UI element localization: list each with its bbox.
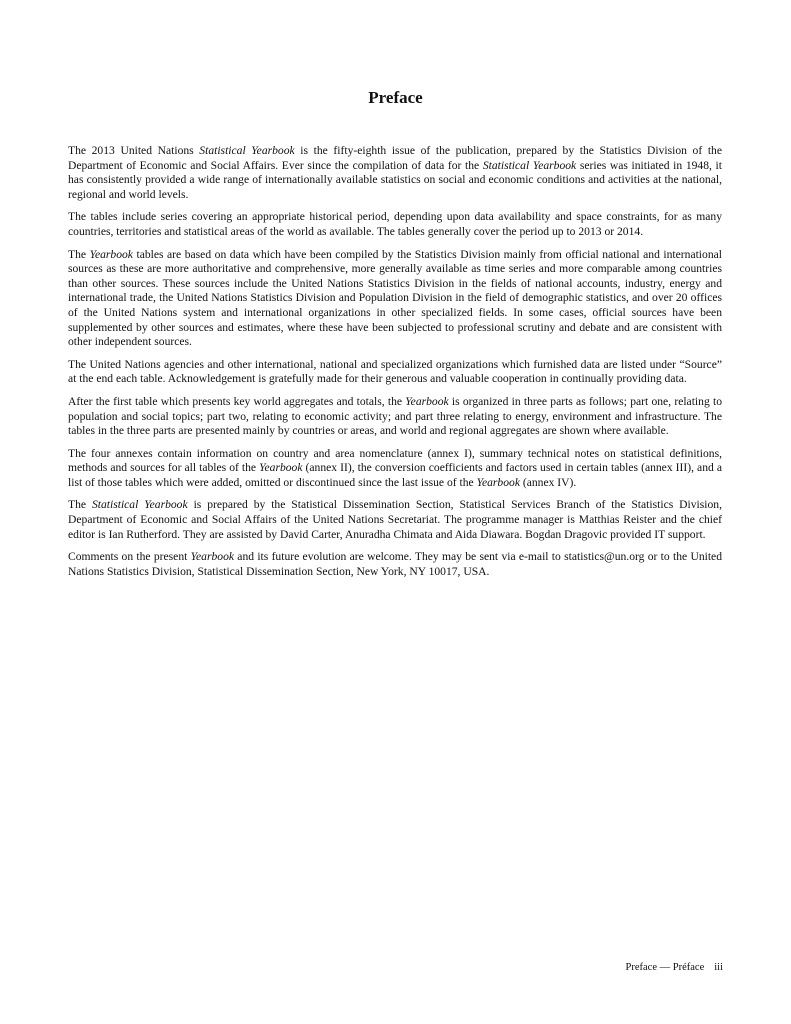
text-run: The: [68, 247, 90, 261]
paragraph-preparation: [68, 498, 722, 542]
paragraph-comments: [68, 550, 722, 579]
italic-title-text: Statistical Yearbook: [482, 158, 577, 172]
italic-title-text: Statistical Yearbook: [199, 144, 295, 157]
paragraph-tables-coverage: [68, 210, 722, 239]
text-run: and its future evolution are welcome. They may be sent via e-mail to statistics@un.org or to the United Nations Statistics Division, Statistical Dissemination Section, New York, NY 10017, USA.: [68, 550, 722, 578]
paragraph-annexes: [68, 447, 722, 491]
text-run: After the first table which presents key world aggregates and totals, the: [68, 394, 406, 408]
paragraph-acknowledgement: [68, 358, 722, 387]
body-text: [68, 144, 722, 587]
running-title: Preface — Préface: [625, 962, 705, 973]
italic-title-text: Yearbook: [89, 247, 133, 261]
paragraph-organization: [68, 395, 722, 439]
italic-title-text: Yearbook: [190, 550, 235, 564]
text-run: Comments on the present: [68, 550, 191, 564]
page-footer: [626, 962, 723, 973]
text-run: (annex II), the conversion coefficients and factors used in certain tables (annex III), and a list of those tables which were added, omitted or discontinued since the last issue of the: [68, 461, 722, 489]
italic-title-text: Yearbook: [405, 394, 449, 408]
italic-title-text: Statistical Yearbook: [91, 498, 188, 512]
paragraph-data-sources: [68, 248, 722, 350]
page-number: iii: [714, 962, 723, 973]
italic-title-text: Yearbook: [476, 475, 520, 489]
text-run: tables are based on data which have been compiled by the Statistics Division mainly from official national and international sources as these are more authoritative and comprehensive, more generally available as time series and more comparable among countries than other sources. These sources include the United Nations Statistics Division in the fields of national accounts, industry, energy and international trade, the United Nations Statistics Division and Population Division in the field of demographic statistics, and over 20 offices of the United Nations system and international organizations in other specialized fields. In some cases, official sources have been supplemented by other sources and estimates, where these have been subjected to professional scrutiny and debate and are consistent with other independent sources.: [68, 247, 722, 349]
text-run: The 2013 United Nations: [68, 144, 200, 157]
text-run: is prepared by the Statistical Dissemination Section, Statistical Services Branch of the Statistics Division, Department of Economic and Social Affairs of the United Nations Secretariat. The programme manager is Matthias Reister and the chief editor is Ian Rutherford. They are assisted by David Carter, Anuradha Chimata and Aida Diawara. Bogdan Dragovic provided IT support.: [68, 498, 722, 541]
text-run: The United Nations agencies and other international, national and specialized organizations which furnished data are listed under “Source” at the end each table. Acknowledgement is gratefully made for their generous and valuable cooperation in continually providing data.: [68, 357, 722, 386]
text-run: is organized in three parts as follows; part one, relating to population and social topics; part two, relating to economic activity; and part three relating to energy, environment and infrastructure. The tables in the three parts are presented mainly by countries or areas, and world and regional aggregates are shown where available.: [68, 394, 722, 438]
text-run: (annex IV).: [519, 475, 577, 489]
text-run: The four annexes contain information on country and area nomenclature (annex I), summary technical notes on statistical definitions, methods and sources for all tables of the: [68, 446, 722, 475]
text-run: The tables include series covering an appropriate historical period, depending upon data availability and space constraints, for as many countries, territories and statistical areas of the world as available. The tables generally cover the period up to 2013 or 2014.: [68, 210, 722, 238]
italic-title-text: Yearbook: [259, 461, 303, 475]
page-title: Preface: [368, 88, 423, 107]
text-run: The: [68, 498, 92, 512]
paragraph-intro: [68, 144, 722, 202]
text-run: series was initiated in 1948, it has consistently provided a wide range of internationally available statistics on social and economic conditions and activities at the national, regional and world levels.: [68, 158, 722, 201]
text-run: is the fifty-eighth issue of the publication, prepared by the Statistics Division of the Department of Economic and Social Affairs. Ever since the compilation of data for the: [68, 144, 722, 172]
